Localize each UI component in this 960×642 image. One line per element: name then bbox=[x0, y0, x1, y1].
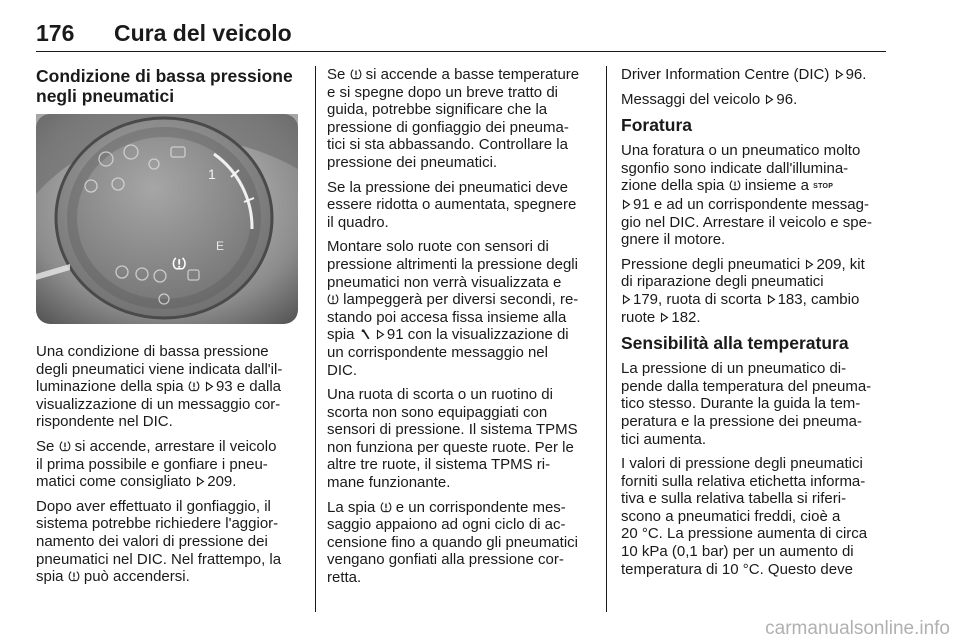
header-rule bbox=[36, 51, 886, 52]
paragraph: I valori di pressione degli pneumatici forniti sulla relativa etichetta informa- tiva e sulla relativa tabella si riferi- scono a pneumatici freddi, cioè a 20 °C. La pressione aumenta di circa 10 kPa (0,1 bar) per un aumento di temperatura di 10 °C. Questo deve bbox=[621, 455, 868, 578]
reference-arrow-icon bbox=[375, 329, 386, 340]
tpms-icon bbox=[380, 501, 392, 513]
tpms-icon bbox=[729, 179, 741, 191]
paragraph: La spia e un corrispondente mes- saggio appaiono ad ogni ciclo di ac- censione fino a quando gli pneumatici vengano gonfiati alla pressione cor- retta. bbox=[327, 498, 579, 587]
paragraph: Driver Information Centre (DIC) 96. bbox=[621, 66, 867, 83]
column-divider bbox=[315, 66, 316, 612]
tpms-icon bbox=[350, 68, 362, 80]
reference-arrow-icon bbox=[834, 69, 845, 80]
section-heading-temperature: Sensibilità alla temperatura bbox=[621, 333, 849, 354]
paragraph: Montare solo ruote con sensori di pressione altrimenti la pressione degli pneumatici non verrà visualizzata e lampeggerà per diversi secondi, re- stando poi accesa fissa insieme alla spia 91 con la visualizzazione di un corrispondente messaggio nel DIC. bbox=[327, 238, 579, 379]
paragraph: Una condizione di bassa pressione degli pneumatici viene indicata dall'il- luminazione della spia 93 e dalla visualizzazione di un messaggio cor- rispondente nel DIC. bbox=[36, 343, 283, 431]
reference-arrow-icon bbox=[195, 476, 206, 487]
reference-arrow-icon bbox=[804, 259, 815, 270]
column-divider bbox=[606, 66, 607, 612]
paragraph: Se la pressione dei pneumatici deve essere ridotta o aumentata, spegnere il quadro. bbox=[327, 178, 577, 231]
tpms-icon bbox=[327, 293, 339, 305]
column-1 bbox=[36, 66, 300, 593]
reference-arrow-icon bbox=[204, 381, 215, 392]
watermark: carmanualsonline.info bbox=[765, 618, 950, 639]
page-section-title: Cura del veicolo bbox=[114, 20, 292, 46]
tpms-icon bbox=[59, 440, 71, 452]
paragraph: Una ruota di scorta o un ruotino di scorta non sono equipaggiati con sensori di pressione. Il sistema TPMS non funziona per queste ruote. Per le altre tre ruote, il sistema TPMS ri- mane funzionante. bbox=[327, 386, 578, 492]
paragraph: Messaggi del veicolo 96. bbox=[621, 90, 798, 108]
reference-arrow-icon bbox=[659, 312, 670, 323]
paragraph: Una foratura o un pneumatico molto sgonfio sono indicate dall'illumina- zione della spia insieme a STOP 91 e ad un corrispondente messag- gio nel DIC. Arrestare il veicolo e spe- gnere il motore. bbox=[621, 142, 872, 249]
gauge-letter-label: E bbox=[216, 239, 225, 253]
paragraph: La pressione di un pneumatico di- pende dalla temperatura del pneuma- tico stesso. Durante la guida la tem- peratura e la pressione dei pneuma- tici aumenta. bbox=[621, 360, 872, 448]
tpms-icon bbox=[188, 380, 200, 392]
reference-arrow-icon bbox=[764, 94, 775, 105]
page-number: 176 bbox=[36, 20, 75, 46]
service-wrench-icon bbox=[359, 328, 371, 340]
section-heading-puncture: Foratura bbox=[621, 115, 692, 136]
page-header bbox=[36, 20, 886, 52]
column-2 bbox=[327, 66, 595, 594]
reference-arrow-icon bbox=[621, 294, 632, 305]
gauge-number-label: 1 bbox=[208, 166, 216, 182]
paragraph: Se si accende, arrestare il veicolo il prima possibile e gonfiare i pneu- matici come consigliato 209. bbox=[36, 437, 277, 491]
paragraph: Pressione degli pneumatici 209, kit di riparazione degli pneumatici 179, ruota di scorta 183, cambio ruote 182. bbox=[621, 255, 865, 326]
paragraph: Se si accende a basse temperature e si spegne dopo un breve tratto di guida, potrebbe significare che la pressione di gonfiaggio dei pneuma- tici si sta abbassando. Controllare la pressione dei pneumatici. bbox=[327, 66, 580, 171]
reference-arrow-icon bbox=[621, 199, 632, 210]
column-3 bbox=[621, 66, 889, 585]
instrument-cluster-figure bbox=[36, 114, 298, 324]
tpms-icon bbox=[68, 570, 80, 582]
paragraph-continued: spia può accendersi. bbox=[36, 568, 190, 586]
stop-indicator-icon: STOP bbox=[813, 183, 834, 191]
section-heading-low-pressure: Condizione di bassa pressione negli pneumatici bbox=[36, 66, 293, 106]
reference-arrow-icon bbox=[766, 294, 777, 305]
paragraph: Dopo aver effettuato il gonfiaggio, il sistema potrebbe richiedere l'aggior- namento dei valori di pressione dei pneumatici nel DIC. Nel frattempo, la bbox=[36, 497, 282, 568]
